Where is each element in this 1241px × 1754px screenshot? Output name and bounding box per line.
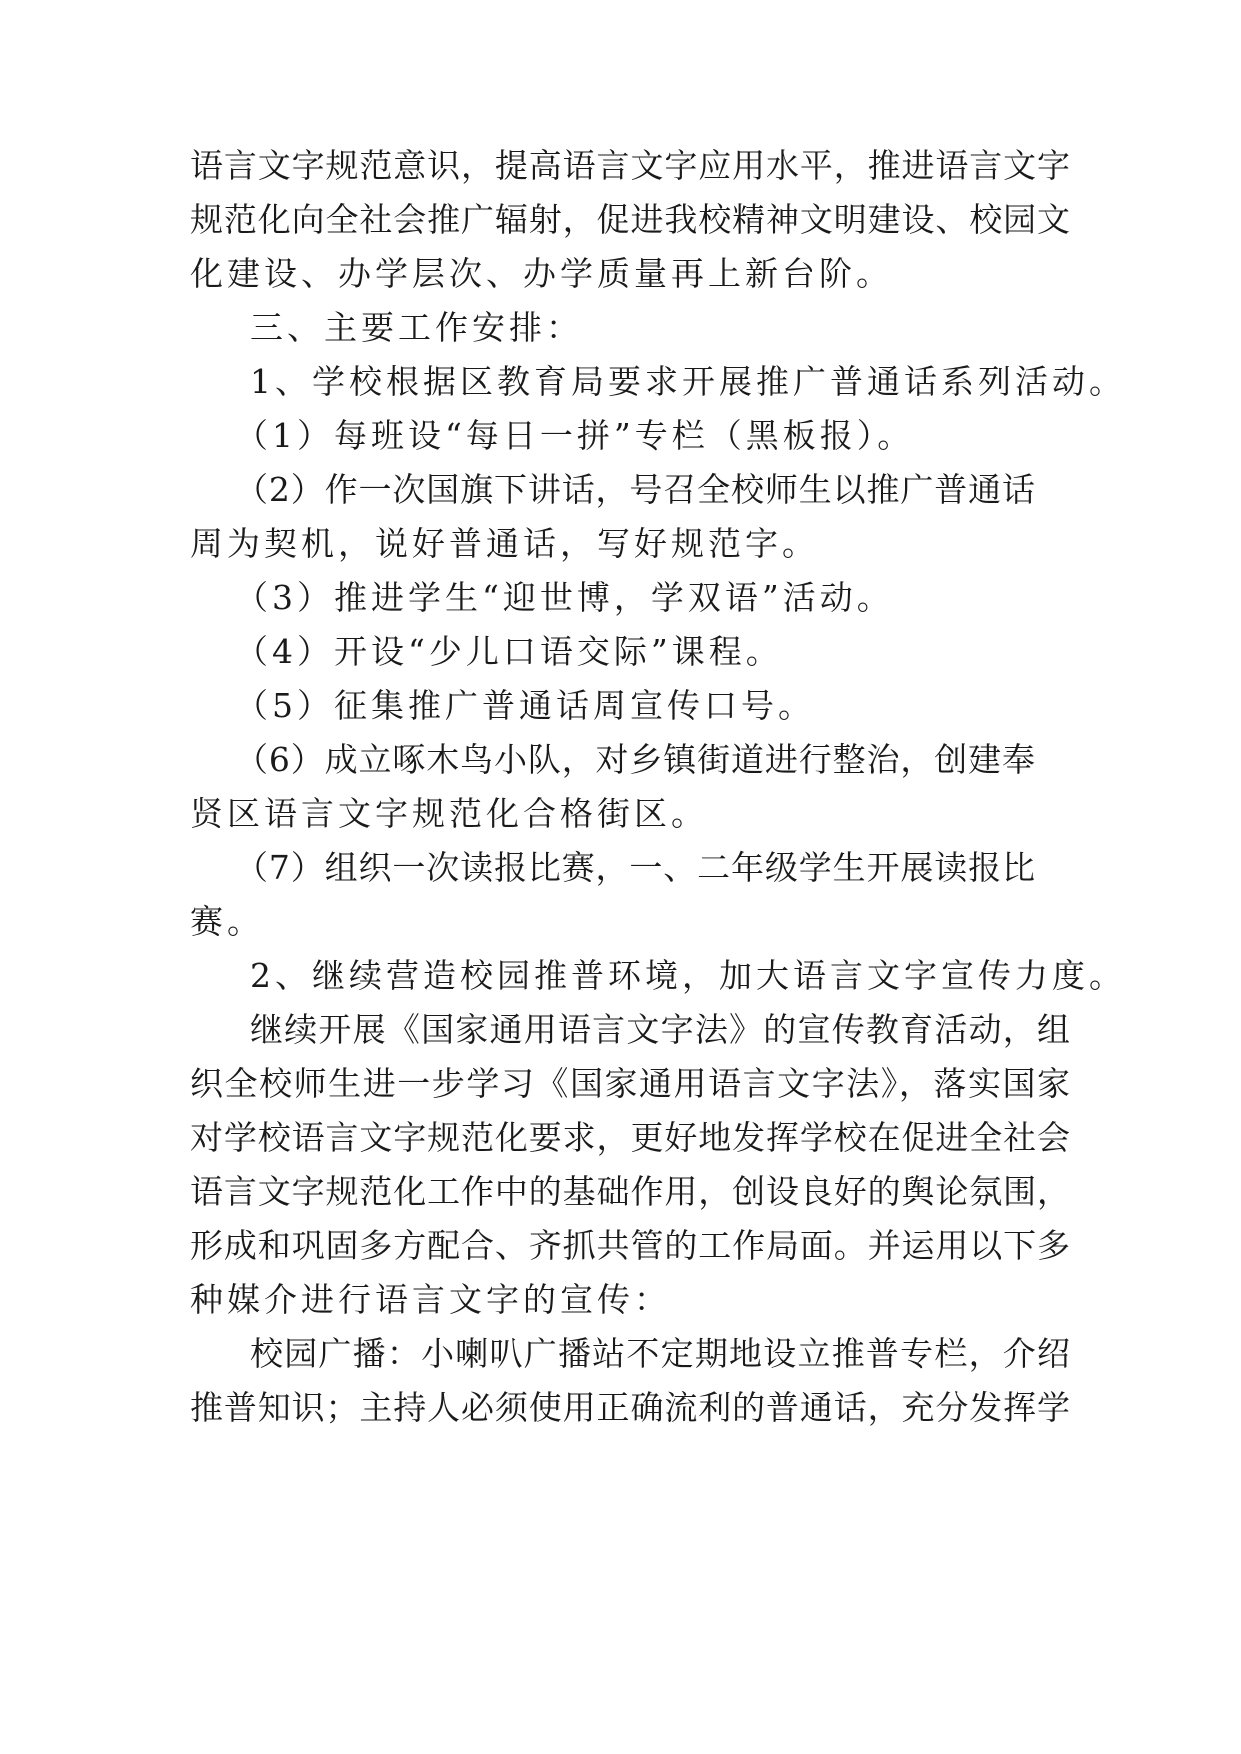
text-line: 周为契机，说好普通话，写好规范字。 — [190, 524, 819, 563]
list-item: （6）成立啄木鸟小队，对乡镇街道进行整治，创建奉 — [235, 740, 1035, 779]
list-item: （7）组织一次读报比赛，一、二年级学生开展读报比 — [235, 848, 1035, 887]
text-line: 语言文字规范意识，提高语言文字应用水平，推进语言文字 — [190, 146, 1070, 185]
section-heading: 三、主要工作安排： — [250, 308, 583, 347]
list-item-heading: 2、继续营造校园推普环境，加大语言文字宣传力度。 — [250, 956, 1126, 995]
list-item: （3）推进学生“迎世博，学双语”活动。 — [235, 578, 894, 617]
text-line: 推普知识；主持人必须使用正确流利的普通话，充分发挥学 — [190, 1388, 1070, 1427]
text-line: 织全校师生进一步学习《国家通用语言文字法》，落实国家 — [190, 1064, 1070, 1103]
text-line: 继续开展《国家通用语言文字法》的宣传教育活动，组 — [250, 1010, 1070, 1049]
text-line: 对学校语言文字规范化要求，更好地发挥学校在促进全社会 — [190, 1118, 1070, 1157]
text-line: 贤区语言文字规范化合格街区。 — [190, 794, 708, 833]
text-line: 校园广播：小喇叭广播站不定期地设立推普专栏，介绍 — [250, 1334, 1070, 1373]
text-line: 化建设、办学层次、办学质量再上新台阶。 — [190, 254, 893, 293]
text-line: 语言文字规范化工作中的基础作用，创设良好的舆论氛围， — [190, 1172, 1070, 1211]
text-line: 规范化向全社会推广辐射，促进我校精神文明建设、校园文 — [190, 200, 1070, 239]
list-item: （5）征集推广普通话周宣传口号。 — [235, 686, 815, 725]
list-item: （1）每班设“每日一拼”专栏（黑板报）。 — [235, 416, 915, 455]
list-item-heading: 1、学校根据区教育局要求开展推广普通话系列活动。 — [250, 362, 1126, 401]
list-item: （4）开设“少儿口语交际”课程。 — [235, 632, 783, 671]
text-line: 种媒介进行语言文字的宣传： — [190, 1280, 671, 1319]
list-item: （2）作一次国旗下讲话，号召全校师生以推广普通话 — [235, 470, 1035, 509]
text-line: 赛。 — [190, 902, 264, 941]
text-line: 形成和巩固多方配合、齐抓共管的工作局面。并运用以下多 — [190, 1226, 1070, 1265]
